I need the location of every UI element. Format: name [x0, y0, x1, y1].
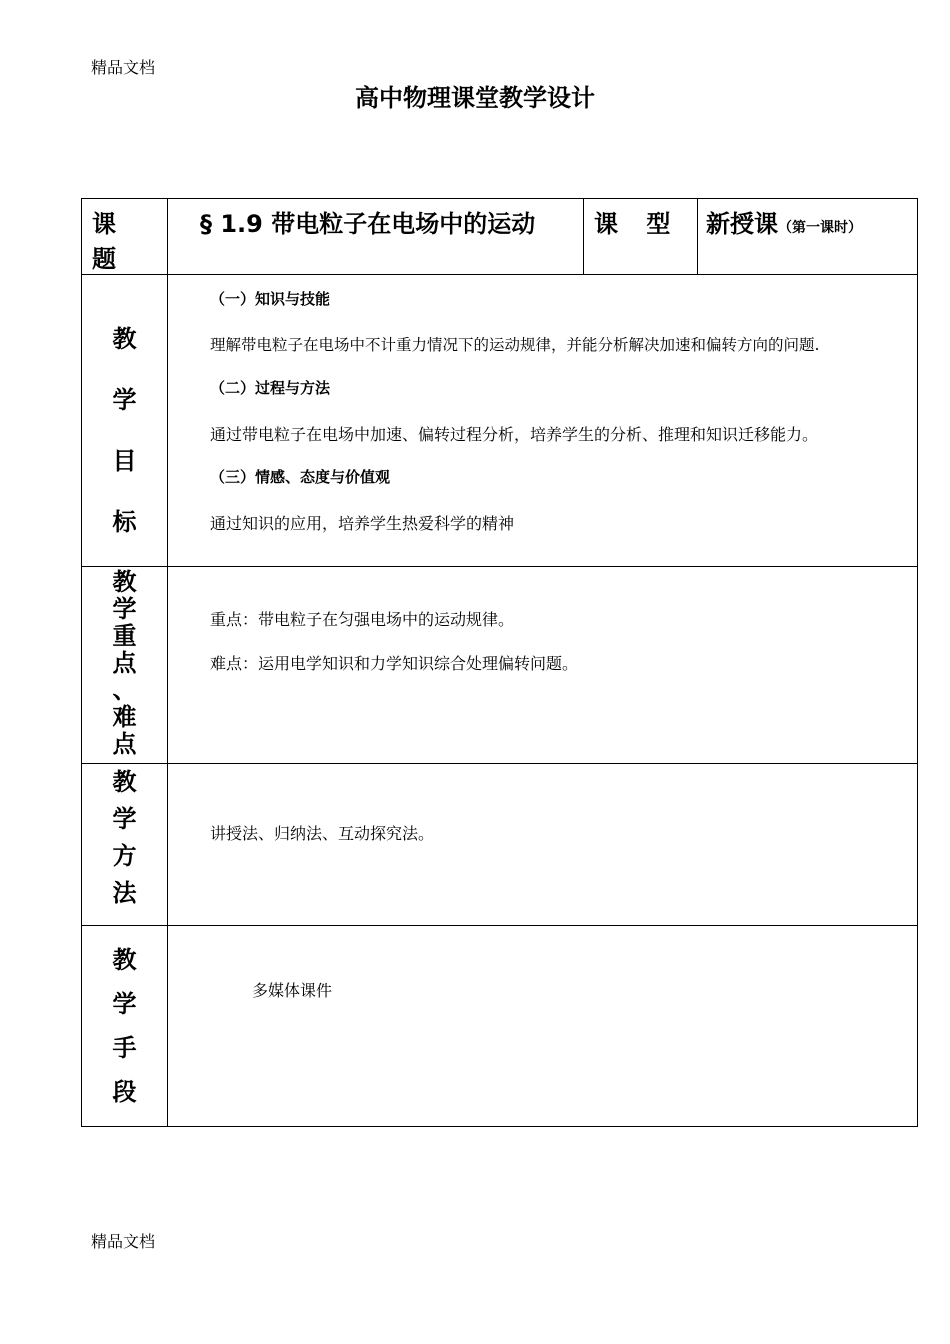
methods-label [82, 764, 168, 926]
objectives-label-char: 教 [112, 325, 137, 353]
means-text: 多媒体课件 [252, 981, 333, 1000]
topic-label: 课 题 [82, 199, 168, 275]
objectives-content [168, 275, 918, 567]
footer-watermark: 精品文档 [91, 1232, 156, 1251]
key-points-content [168, 567, 918, 764]
methods-content [168, 764, 918, 926]
objective-heading-process: （二）过程与方法 [210, 379, 331, 397]
objectives-label-char: 学 [112, 386, 137, 414]
methods-label-char: 教 [112, 768, 137, 796]
key-point-text: 重点：带电粒子在匀强电场中的运动规律。 [210, 610, 515, 629]
objectives-label-char: 目 [112, 447, 137, 475]
means-label-char: 学 [112, 990, 137, 1018]
objectives-label-char: 标 [112, 508, 137, 536]
page-title: 高中物理课堂教学设计 [355, 84, 595, 112]
topic-row [82, 199, 918, 275]
means-label-char: 段 [112, 1078, 137, 1106]
lesson-type-note: （第一课时） [778, 220, 862, 236]
means-label-char: 教 [112, 946, 137, 974]
methods-row [82, 764, 918, 926]
key-points-label-char: 重 [112, 622, 137, 650]
means-label-char: 手 [112, 1034, 137, 1062]
objectives-label [82, 275, 168, 567]
key-points-label-char: 学 [112, 595, 137, 623]
objective-heading-knowledge: （一）知识与技能 [210, 290, 331, 308]
methods-text: 讲授法、归纳法、互动探究法。 [210, 824, 435, 843]
key-points-label [82, 567, 168, 764]
lesson-plan-table [81, 198, 918, 1127]
means-label [82, 926, 168, 1127]
lesson-type-cell [698, 199, 918, 275]
key-points-label-char: 点 [112, 649, 137, 677]
header-watermark: 精品文档 [91, 58, 156, 77]
key-points-label-char: 教 [112, 568, 137, 596]
objective-text-knowledge: 理解带电粒子在电场中不计重力情况下的运动规律，并能分析解决加速和偏转方向的问题. [210, 336, 820, 354]
methods-label-char: 法 [112, 879, 137, 907]
key-points-label-char: 难 [112, 703, 137, 731]
key-points-label-char: 、 [112, 676, 137, 704]
objective-text-process: 通过带电粒子在电场中加速、偏转过程分析，培养学生的分析、推理和知识迁移能力。 [210, 425, 819, 444]
topic-value: § 1.9 带电粒子在电场中的运动 [168, 199, 584, 275]
means-row [82, 926, 918, 1127]
objective-heading-attitude: （三）情感、态度与价值观 [210, 468, 391, 486]
key-points-row [82, 567, 918, 764]
lesson-type-value: 新授课 [706, 210, 778, 238]
difficult-point-text: 难点：运用电学知识和力学知识综合处理偏转问题。 [210, 654, 579, 673]
objectives-row [82, 275, 918, 567]
means-content [168, 926, 918, 1127]
objective-text-attitude: 通过知识的应用，培养学生热爱科学的精神 [210, 514, 515, 533]
key-points-label-char: 点 [112, 730, 137, 758]
methods-label-char: 方 [112, 842, 137, 870]
methods-label-char: 学 [112, 805, 137, 833]
lesson-type-label: 课 型 [584, 199, 698, 275]
